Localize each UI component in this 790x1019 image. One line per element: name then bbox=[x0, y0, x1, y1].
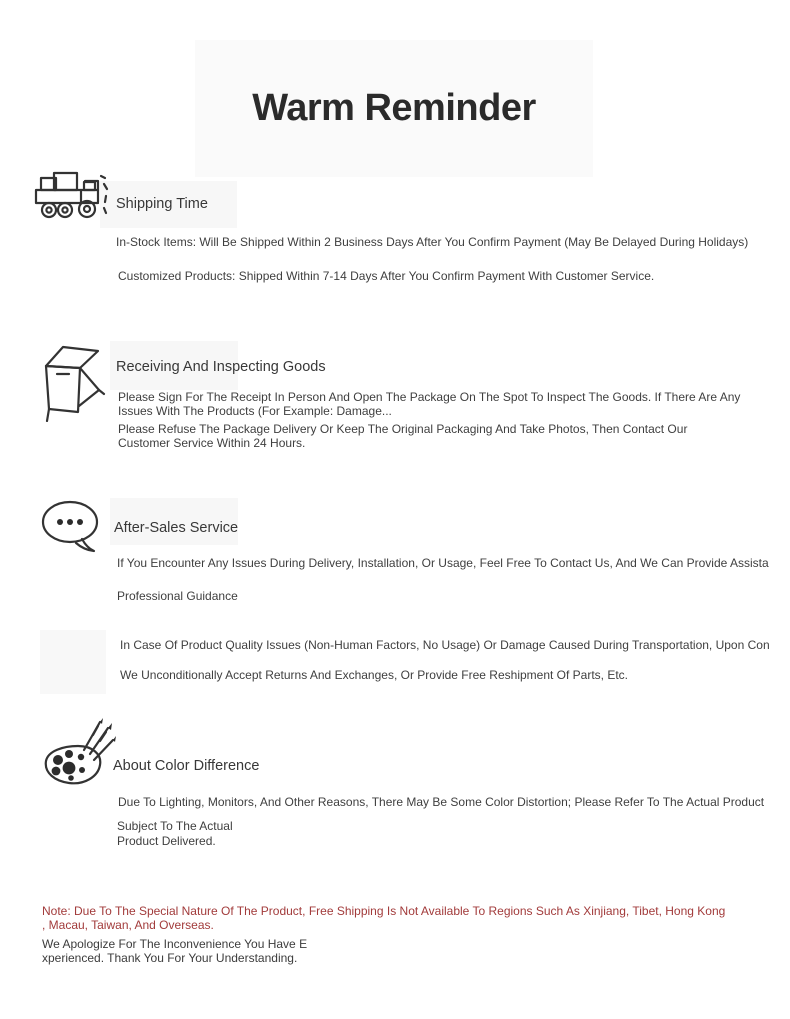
receiving-line-4: Customer Service Within 24 Hours. bbox=[118, 436, 306, 450]
color-line-1: Due To Lighting, Monitors, And Other Reasons, There May Be Some Color Distortion; Please Refer To The Actual Product bbox=[118, 795, 765, 809]
page-title: Warm Reminder bbox=[252, 87, 536, 129]
after-sales-line-2: Professional Guidance bbox=[117, 589, 238, 603]
color-line-2: Subject To The Actual bbox=[117, 819, 233, 833]
package-box-icon bbox=[38, 338, 108, 427]
chat-bubble-icon bbox=[38, 497, 108, 562]
section-heading-shipping-time: Shipping Time bbox=[116, 196, 208, 212]
truck-icon bbox=[34, 170, 114, 229]
note-warning-line-2: , Macau, Taiwan, And Overseas. bbox=[42, 918, 214, 932]
color-line-3: Product Delivered. bbox=[117, 834, 216, 848]
shipping-line-1: In-Stock Items: Will Be Shipped Within 2 Business Days After You Confirm Payment (May Be Delayed During Holidays) bbox=[116, 235, 749, 249]
shipping-line-2: Customized Products: Shipped Within 7-14 Days After You Confirm Payment With Customer Service. bbox=[118, 269, 655, 283]
after-sales-line-1: If You Encounter Any Issues During Delivery, Installation, Or Usage, Feel Free To Contact Us, And We Can Provide Assista bbox=[117, 556, 769, 570]
note-apology-line-1: We Apologize For The Inconvenience You Have E bbox=[42, 937, 308, 951]
watermark-block bbox=[40, 630, 106, 694]
section-heading-receiving: Receiving And Inspecting Goods bbox=[116, 359, 326, 375]
note-apology-line-2: xperienced. Thank You For Your Understanding. bbox=[42, 951, 298, 965]
note-warning-line-1: Note: Due To The Special Nature Of The Product, Free Shipping Is Not Available To Regions Such As Xinjiang, Tibet, Hong Kong bbox=[42, 904, 726, 918]
paint-palette-icon bbox=[38, 714, 116, 797]
receiving-line-2: Issues With The Products (For Example: Damage... bbox=[118, 404, 392, 418]
receiving-line-1: Please Sign For The Receipt In Person And Open The Package On The Spot To Inspect The Goods. If There Are Any bbox=[118, 390, 741, 404]
section-heading-after-sales: After-Sales Service bbox=[114, 520, 239, 536]
after-sales-line-3: In Case Of Product Quality Issues (Non-Human Factors, No Usage) Or Damage Caused During Transportation, Upon Con bbox=[120, 638, 770, 652]
title-panel bbox=[195, 40, 593, 177]
section-heading-color-difference: About Color Difference bbox=[113, 758, 260, 774]
receiving-line-3: Please Refuse The Package Delivery Or Keep The Original Packaging And Take Photos, Then Contact Our bbox=[118, 422, 688, 436]
after-sales-line-4: We Unconditionally Accept Returns And Exchanges, Or Provide Free Reshipment Of Parts, Etc. bbox=[120, 668, 629, 682]
